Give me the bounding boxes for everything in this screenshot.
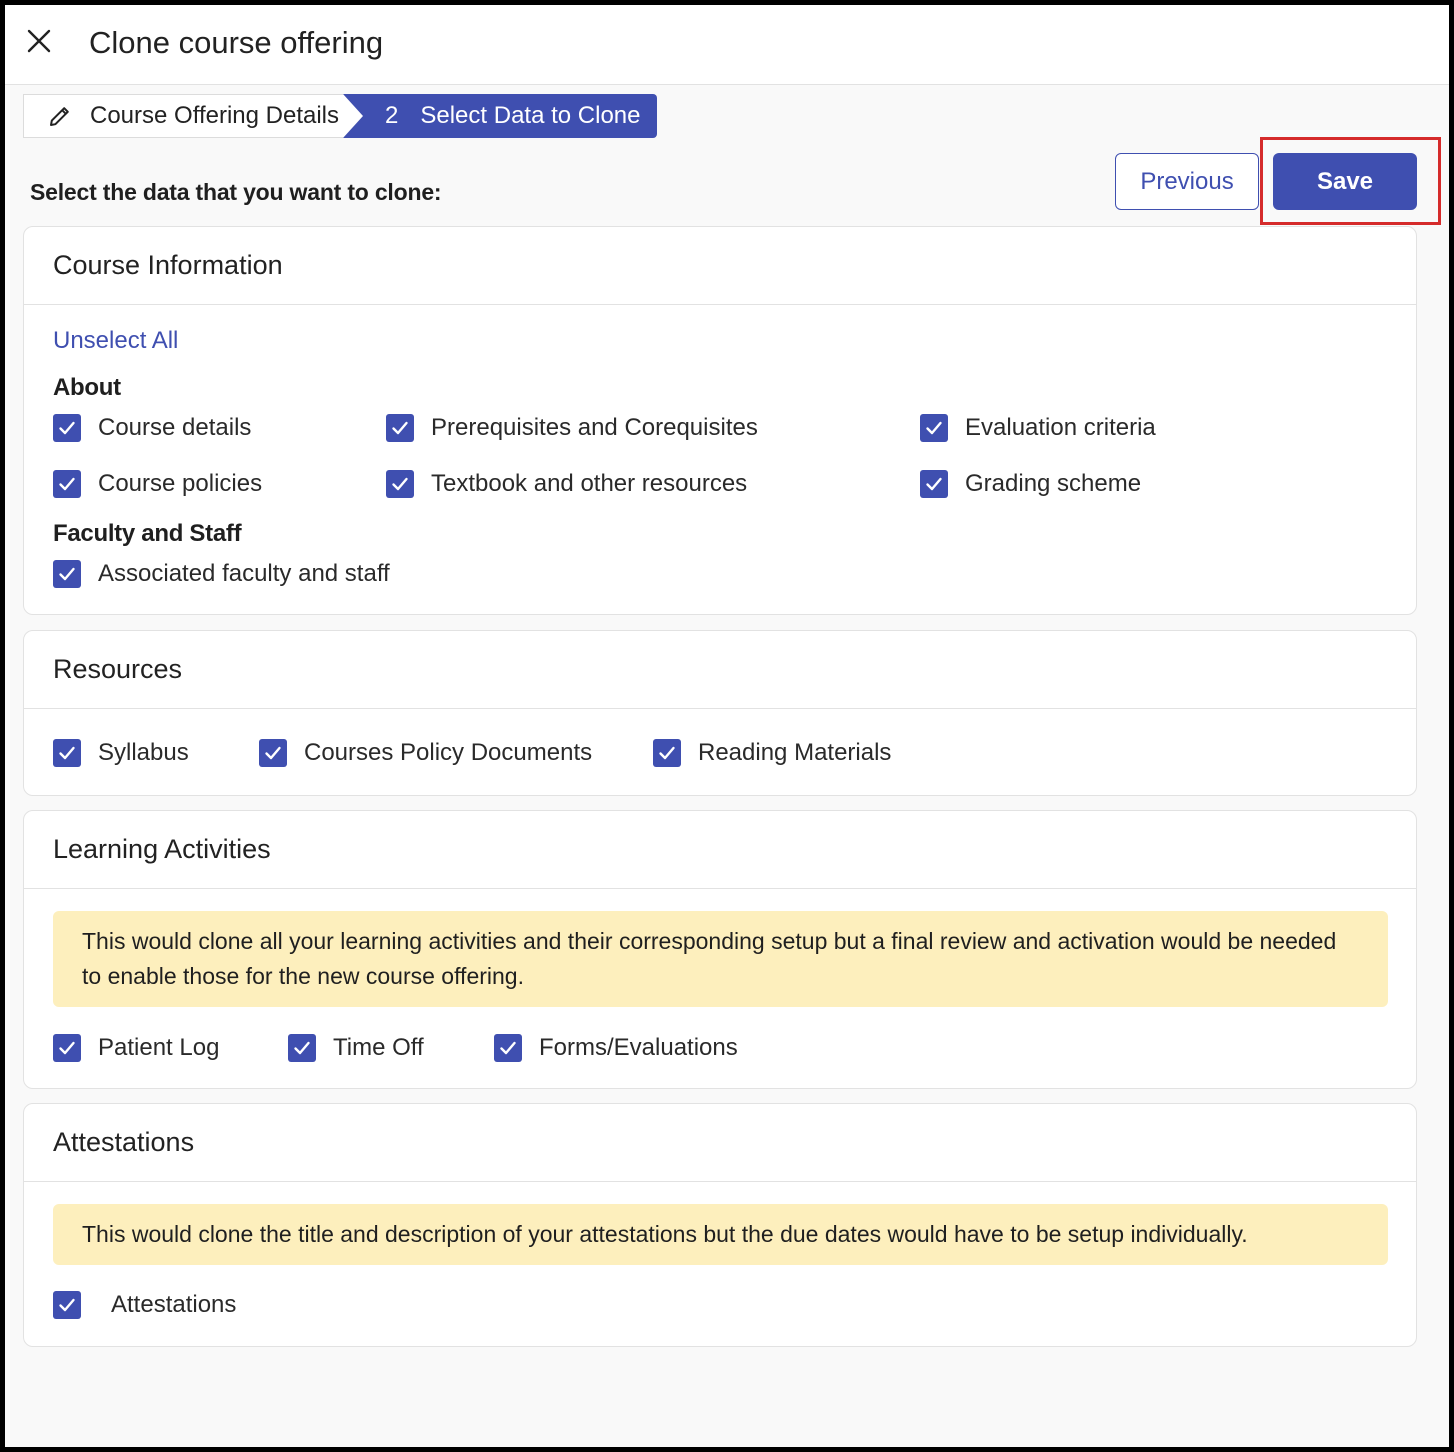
about-label: About (53, 374, 121, 401)
checkbox-time-off[interactable] (288, 1033, 424, 1063)
checkbox-checked-icon (494, 1034, 522, 1062)
checkbox-label: Reading Materials (698, 739, 892, 766)
checkbox-patient-log[interactable] (53, 1033, 219, 1063)
checkbox-checked-icon (386, 470, 414, 498)
checkbox-checked-icon (53, 739, 81, 767)
attestations-title: Attestations (24, 1104, 1416, 1182)
checkbox-associated-faculty[interactable] (53, 559, 390, 589)
resources-title: Resources (24, 631, 1416, 709)
checkbox-checked-icon (920, 414, 948, 442)
checkbox-checked-icon (288, 1034, 316, 1062)
checkbox-label: Patient Log (98, 1034, 220, 1061)
learning-activities-notice: This would clone all your learning activities and their corresponding setup but a final review and activation would be needed to enable those for the new course offering. (53, 911, 1388, 1007)
learning-activities-title: Learning Activities (24, 811, 1416, 889)
stepper (23, 94, 657, 138)
step2-number: 2 (385, 102, 399, 129)
checkbox-checked-icon (53, 1291, 81, 1319)
close-button[interactable] (21, 23, 57, 59)
checkbox-checked-icon (386, 414, 414, 442)
checkbox-label: Prerequisites and Corequisites (431, 414, 758, 441)
checkbox-label: Attestations (111, 1291, 237, 1318)
checkbox-label: Forms/Evaluations (539, 1034, 738, 1061)
step1-label: Course Offering Details (90, 102, 339, 129)
attestations-notice: This would clone the title and description of your attestations but the due dates would have to be setup individually. (53, 1204, 1388, 1265)
unselect-all-link[interactable]: Unselect All (53, 327, 179, 354)
checkbox-course-details[interactable] (53, 413, 251, 443)
pencil-icon (48, 104, 72, 128)
checkbox-forms-evaluations[interactable] (494, 1033, 738, 1063)
checkbox-label: Course policies (98, 470, 263, 497)
checkbox-checked-icon (53, 414, 81, 442)
checkbox-syllabus[interactable] (53, 738, 189, 768)
checkbox-label: Courses Policy Documents (304, 739, 593, 766)
checkbox-label: Course details (98, 414, 252, 441)
step-course-offering-details[interactable] (23, 94, 343, 138)
step2-label: Select Data to Clone (420, 102, 641, 129)
checkbox-textbook-resources[interactable] (386, 469, 747, 499)
checkbox-courses-policy-documents[interactable] (259, 738, 592, 768)
dialog-title: Clone course offering (89, 25, 384, 60)
checkbox-label: Syllabus (98, 739, 189, 766)
checkbox-grading-scheme[interactable] (920, 469, 1141, 499)
faculty-staff-label: Faculty and Staff (53, 520, 242, 547)
checkbox-checked-icon (53, 470, 81, 498)
checkbox-evaluation-criteria[interactable] (920, 413, 1156, 443)
dialog-header (5, 5, 1449, 85)
checkbox-label: Textbook and other resources (431, 470, 748, 497)
course-information-card (23, 226, 1417, 615)
previous-button[interactable]: Previous (1115, 153, 1259, 210)
learning-activities-card (23, 810, 1417, 1089)
attestations-card (23, 1103, 1417, 1347)
checkbox-attestations[interactable] (53, 1290, 236, 1320)
checkbox-course-policies[interactable] (53, 469, 262, 499)
checkbox-checked-icon (653, 739, 681, 767)
step-select-data-to-clone[interactable] (343, 94, 657, 138)
checkbox-checked-icon (53, 560, 81, 588)
checkbox-label: Time Off (333, 1034, 424, 1061)
checkbox-reading-materials[interactable] (653, 738, 891, 768)
checkbox-checked-icon (53, 1034, 81, 1062)
checkbox-prerequisites[interactable] (386, 413, 758, 443)
resources-card (23, 630, 1417, 796)
course-information-title: Course Information (24, 227, 1416, 305)
checkbox-label: Evaluation criteria (965, 414, 1156, 441)
checkbox-checked-icon (259, 739, 287, 767)
checkbox-checked-icon (920, 470, 948, 498)
save-button[interactable]: Save (1273, 153, 1417, 210)
close-icon (26, 28, 52, 54)
checkbox-label: Grading scheme (965, 470, 1142, 497)
checkbox-label: Associated faculty and staff (98, 560, 390, 587)
instruction-text: Select the data that you want to clone: (30, 179, 442, 205)
